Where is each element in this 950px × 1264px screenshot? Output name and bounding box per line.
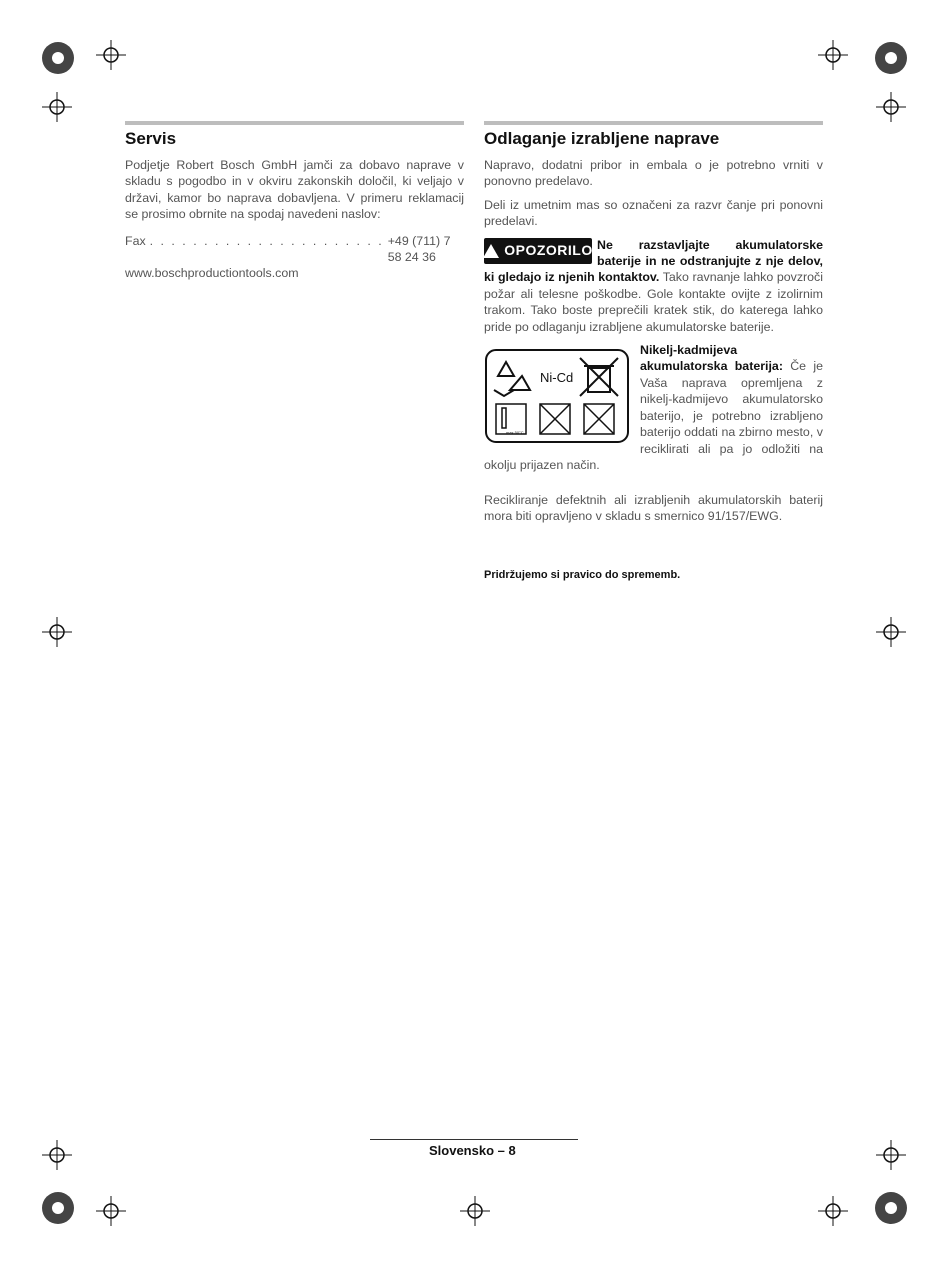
fax-dots: . . . . . . . . . . . . . . . . . . . . . . — [149, 233, 384, 248]
nicd-text: Če je Vaša naprava opremljena z nikelj-kadmijevo akumulatorsko baterijo, je potrebno izrabljeno baterijo oddati na zbirno mesto, v reciklirati ali pa jo odložiti na okolju prijazen način. — [484, 359, 823, 472]
servis-section — [125, 121, 464, 282]
no-fire-icon — [540, 404, 570, 434]
section-rule — [484, 121, 823, 125]
nicd-recycling-symbol-icon — [484, 346, 630, 446]
registration-crosshair-icon — [42, 1140, 72, 1170]
registration-crosshair-icon — [96, 40, 126, 70]
crossed-bin-icon — [580, 358, 618, 396]
page-footer: Slovensko – 8 — [429, 1143, 516, 1158]
disposal-paragraph-1: Napravo, dodatni pribor in embala o je potrebno vrniti v ponovno predelavo. — [484, 158, 823, 189]
registration-crosshair-icon — [96, 1196, 126, 1226]
registration-starburst-icon — [873, 1190, 909, 1226]
registration-crosshair-icon — [876, 1140, 906, 1170]
warning-triangle-icon — [483, 244, 499, 258]
registration-starburst-icon — [873, 40, 909, 76]
recycle-icon — [494, 362, 530, 396]
registration-crosshair-icon — [876, 617, 906, 647]
nicd-temp-text: max.50°C — [506, 430, 524, 436]
footer-rule — [370, 1139, 578, 1140]
registration-starburst-icon — [40, 40, 76, 76]
website-link[interactable]: www.boschproductiontools.com — [125, 266, 299, 281]
no-water-icon — [584, 404, 614, 434]
change-note: Pridržujemo si pravico do sprememb. — [484, 569, 681, 581]
warning-paragraph — [484, 237, 823, 335]
nicd-block — [484, 342, 823, 492]
registration-crosshair-icon — [42, 92, 72, 122]
registration-crosshair-icon — [876, 92, 906, 122]
disposal-paragraph-2: Deli iz umetnim mas so označeni za razvr čanje pri ponovni predelavi. — [484, 197, 823, 229]
registration-crosshair-icon — [818, 1196, 848, 1226]
nicd-symbol-text: Ni-Cd — [540, 370, 574, 386]
registration-crosshair-icon — [460, 1196, 490, 1226]
registration-crosshair-icon — [42, 617, 72, 647]
servis-title: Servis — [125, 129, 177, 148]
disposal-section — [484, 121, 823, 532]
warning-label: OPOZORILO — [504, 242, 593, 259]
registration-crosshair-icon — [818, 40, 848, 70]
disposal-title: Odlaganje izrabljene naprave — [484, 129, 720, 148]
registration-starburst-icon — [40, 1190, 76, 1226]
fax-label: Fax — [125, 233, 146, 248]
fax-number: +49 (711) 7 58 24 36 — [387, 233, 451, 265]
disposal-paragraph-3: Recikliranje defektnih ali izrabljenih akumulatorskih baterij mora biti opravljeno v skladu s smernico 91/157/EWG. — [484, 493, 823, 524]
servis-paragraph: Podjetje Robert Bosch GmbH jamči za dobavo naprave v skladu s pogodbo in v okviru zakonskih določil, ki veljajo v državi, kamor bo naprava dobavljena. V primeru reklamacij se prosimo obrnite na spodaj navedeni naslov: — [125, 158, 464, 222]
warning-bold-text: Ne razstavljajte akumulatorske baterije in ne odstranjujte z nje delov, ki gledajo iz njenih kontaktov. — [484, 237, 823, 285]
warning-badge — [484, 238, 592, 264]
section-rule — [125, 121, 464, 125]
fax-line — [125, 233, 464, 266]
warning-text: Tako ravnanje lahko povzroči požar ali telesne poškodbe. Gole kontakte ovijte z izolirnim trakom. Tako boste preprečili kratek stik, do katerega lahko pride po odlaganju izrabljene akumulatorske baterije. — [484, 270, 823, 334]
nicd-bold-text: Nikelj-kadmijeva akumulatorska baterija: — [640, 343, 783, 374]
